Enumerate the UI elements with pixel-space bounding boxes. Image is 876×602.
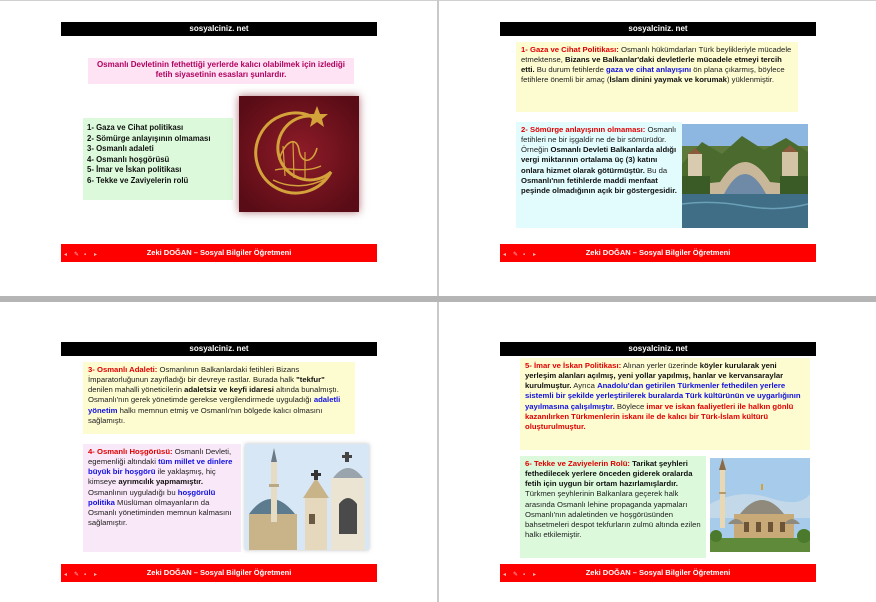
slide-nav-icons[interactable] (64, 253, 101, 261)
intro-box (88, 58, 354, 84)
mostar-bridge-image (682, 124, 808, 228)
list-item: 1- Gaza ve Cihat politikası (87, 123, 184, 132)
menu-icon[interactable]: ▪ (523, 572, 526, 578)
slide-footer: Zeki DOĞAN – Sosyal Bilgiler Öğretmeni (61, 564, 377, 582)
topics-list (83, 118, 233, 200)
box-title: 4- Osmanlı Hoşgörüsü: (88, 447, 173, 456)
horizontal-divider (0, 296, 876, 302)
gaza-cihat-box: 1- Gaza ve Cihat Politikası: Osmanlı hükümdarları Türk beylikleriyle mücadele etmektense, Bizans ve Balkanlar'daki devletlerle mücadele etmeyi tercih etti. Bu durum fetihlerde gaza ve cihat anlayışını ön plana çıkarmış, böylece fetihlere önemli bir amaç (İslam dinini yaymak ve korumak) yüklenmiştir. (516, 42, 798, 112)
slide-1[interactable] (61, 22, 377, 260)
list-item: 3- Osmanlı adaleti (87, 144, 154, 154)
box-title: 1- Gaza ve Cihat Politikası: (521, 45, 619, 54)
pen-icon[interactable]: ✎ (74, 252, 80, 258)
box-title: 5- İmar ve İskan Politikası: (525, 361, 622, 370)
slide-header: sosyalciniz. net (61, 22, 377, 36)
menu-icon[interactable]: ▪ (84, 252, 87, 258)
slide-2[interactable] (500, 22, 816, 260)
forward-icon[interactable]: ▸ (533, 572, 537, 578)
slide-3[interactable] (61, 342, 377, 580)
slide-footer: Zeki DOĞAN – Sosyal Bilgiler Öğretmeni (500, 564, 816, 582)
box-title: 6- Tekke ve Zaviyelerin Rolü: (525, 459, 630, 468)
intro-text: Osmanlı Devletinin fethettiği yerlerde kalıcı olabilmek için izlediği fetih siyasetinin esasları şunlardır. (96, 60, 346, 80)
slide-footer: Zeki DOĞAN – Sosyal Bilgiler Öğretmeni (61, 244, 377, 262)
osmanli-hosgorusu-box: 4- Osmanlı Hoşgörüsü: Osmanlı Devleti, egemenliği altındaki tüm millet ve dinlere büyük bir hoşgörü ile yaklaşmış, hiç kimseye ayrımcılık yapmamıştır. Osmanlının uyguladığı bu hoşgörülü politika Müslüman olmayanların da Osmanlı yönetiminden memnun kalmasını sağlamıştır. (83, 444, 241, 552)
back-icon[interactable]: ◂ (503, 252, 507, 258)
mosque-and-church-image (245, 444, 369, 550)
osmanli-adaleti-box: 3- Osmanlı Adaleti: Osmanlının Balkanlardaki fetihleri Bizans İmparatorluğunun zayıfladığı bir devreye rastlar. Burada halk "tekfur" denilen mahalli yöneticilerin adaletsiz ve keyfi idaresi altında bunalmıştı. Osmanlı'nın gerek yönetimde gerekse vergilendirmede uyguladığı adaletli yönetim halkı memnun etmiş ve Osmanlı'nın bölgede kalıcı olmasını sağlamıştı. (83, 362, 355, 434)
pen-icon[interactable]: ✎ (74, 572, 80, 578)
somurge-box: 2- Sömürge anlayışının olmaması: Osmanlı fetihleri ne bir işgaldir ne de bir sömürüdür. Örneğin Osmanlı Devleti Balkanlarda aldığı vergi miktarının ortalama üç (3) katını onlara hizmet olarak götürmüştür. Bu da Osmanlı'nın fetihlerde maddi menfaat peşinde olmadığının açık bir göstergesidir. (516, 122, 682, 228)
imar-iskan-box: 5- İmar ve İskan Politikası: Alınan yerler üzerinde köyler kurularak yeni yerleşim alanları açılmış, yeni yollar yapılmış, hanlar ve kervansaraylar kurulmuştur. Ayrıca Anadolu'dan getirilen Türkmenler fethedilen yerlere sistemli bir şekilde yerleştirilerek buralarda Türk kültürünün ve uygarlığının yayılmasına çalışılmıştır. Böylece imar ve iskan faaliyetleri ile halkın gönlü kazanılırken Türkmenlerin iskanı ile de kalıcı bir Türk-İslam kültürü oluşturulmuştur. (520, 358, 810, 450)
box-title: 3- Osmanlı Adaleti: (88, 365, 158, 374)
pen-icon[interactable]: ✎ (513, 572, 519, 578)
ottoman-emblem-image (239, 96, 359, 212)
slide-4[interactable] (500, 342, 816, 580)
list-item: 5- İmar ve İskan politikası (87, 165, 182, 175)
slide-nav-icons[interactable] (503, 253, 540, 261)
box-title: 2- Sömürge anlayışının olmaması: (521, 125, 646, 134)
back-icon[interactable]: ◂ (503, 572, 507, 578)
slide-header: sosyalciniz. net (500, 22, 816, 36)
slide-nav-icons[interactable] (64, 573, 101, 581)
back-icon[interactable]: ◂ (64, 252, 68, 258)
list-item: 2- Sömürge anlayışının olmaması (87, 133, 211, 143)
forward-icon[interactable]: ▸ (94, 252, 98, 258)
menu-icon[interactable]: ▪ (84, 572, 87, 578)
forward-icon[interactable]: ▸ (533, 252, 537, 258)
forward-icon[interactable]: ▸ (94, 572, 98, 578)
slide-nav-icons[interactable] (503, 573, 540, 581)
tekke-zaviye-box: 6- Tekke ve Zaviyelerin Rolü: Tarikat şeyhleri fethedilecek yerlere önceden giderek oralarda fetih için uygun bir ortam hazırlamışlardır. Türkmen şeyhlerinin Balkanlara geçerek halk arasında Osmanlı lehine propaganda yapmaları Osmanlı'nın adaletinden ve hoşgörüsünden bahsetmeleri despot tekfurların zulmü altında ezilen halkı etkilemiştir. (520, 456, 706, 558)
pen-icon[interactable]: ✎ (513, 252, 519, 258)
mosque-image (710, 458, 810, 552)
slide-footer: Zeki DOĞAN – Sosyal Bilgiler Öğretmeni (500, 244, 816, 262)
list-item: 4- Osmanlı hoşgörüsü (87, 154, 170, 164)
back-icon[interactable]: ◂ (64, 572, 68, 578)
slide-header: sosyalciniz. net (61, 342, 377, 356)
list-item: 6- Tekke ve Zaviyelerin rolü (87, 175, 189, 185)
menu-icon[interactable]: ▪ (523, 252, 526, 258)
slide-header: sosyalciniz. net (500, 342, 816, 356)
